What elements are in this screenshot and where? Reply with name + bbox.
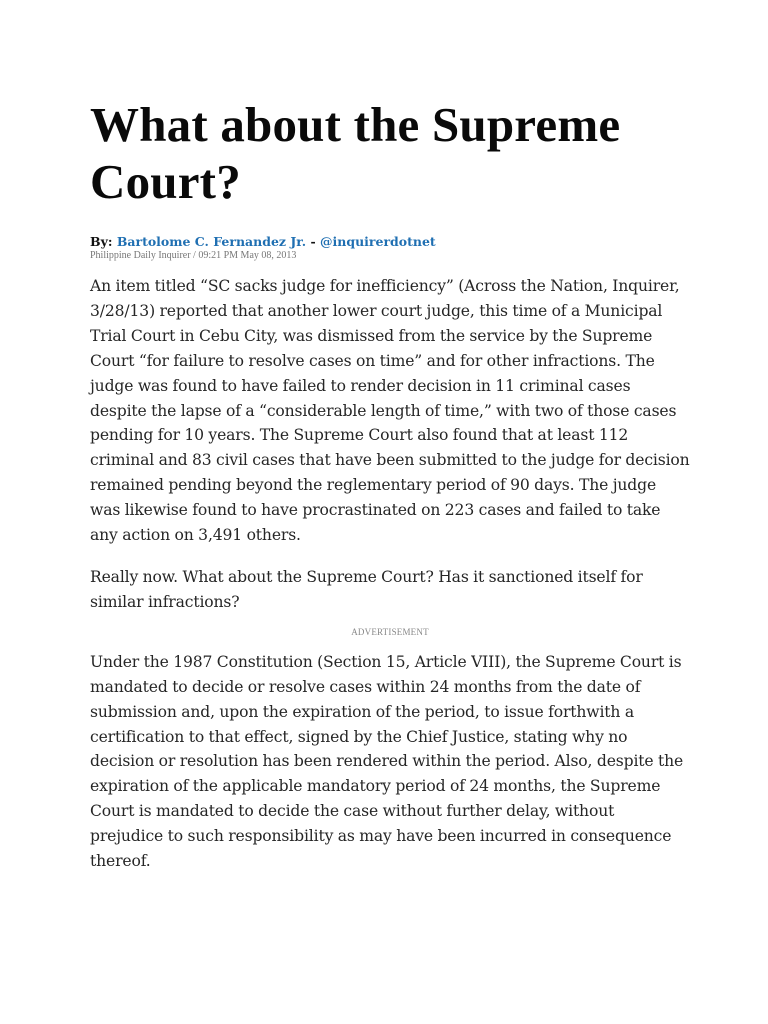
advertisement-label: ADVERTISEMENT [351, 626, 429, 637]
article-paragraph: An item titled “SC sacks judge for inefficiency” (Across the Nation, Inquirer, 3/28/13) reported that another lower court judge, this time of a Municipal Trial Court in Cebu City, was dismissed from the service by the Supreme Court “for failure to resolve cases on time” and for other infractions. The judge was found to have failed to render decision in 11 criminal cases despite the lapse of a “considerable length of time,” with two of those cases pending for 10 years. The Supreme Court also found that at least 112 criminal and 83 civil cases that have been submitted to the judge for decision remained pending beyond the reglementary period of 90 days. The judge was likewise found to have procrastinated on 223 cases and failed to take any action on 3,491 others. [90, 277, 690, 545]
publication-name: Philippine Daily Inquirer [90, 250, 191, 261]
article-paragraph: Really now. What about the Supreme Court? Has it sanctioned itself for similar infractions? [90, 567, 643, 611]
byline-separator: - [310, 234, 316, 249]
byline-prefix: By: [90, 234, 113, 249]
twitter-handle-link[interactable]: @inquirerdotnet [320, 234, 436, 249]
publish-timestamp: 09:21 PM May 08, 2013 [198, 250, 297, 261]
author-link[interactable]: Bartolome C. Fernandez Jr. [116, 234, 307, 249]
article [90, 96, 690, 874]
article-paragraph: Under the 1987 Constitution (Section 15, Article VIII), the Supreme Court is mandated to decide or resolve cases within 24 months from the date of submission and, upon the expiration of the period, to issue forthwith a certification to that effect, signed by the Chief Justice, stating why no decision or resolution has been rendered within the period. Also, despite the expiration of the applicable mandatory period of 24 months, the Supreme Court is mandated to decide the case without further delay, without prejudice to such responsibility as may have been incurred in consequence thereof. [90, 652, 684, 871]
article-meta [90, 250, 690, 262]
byline [90, 234, 690, 249]
article-title: What about the Supreme Court? [90, 97, 621, 209]
meta-divider: / [193, 250, 196, 261]
